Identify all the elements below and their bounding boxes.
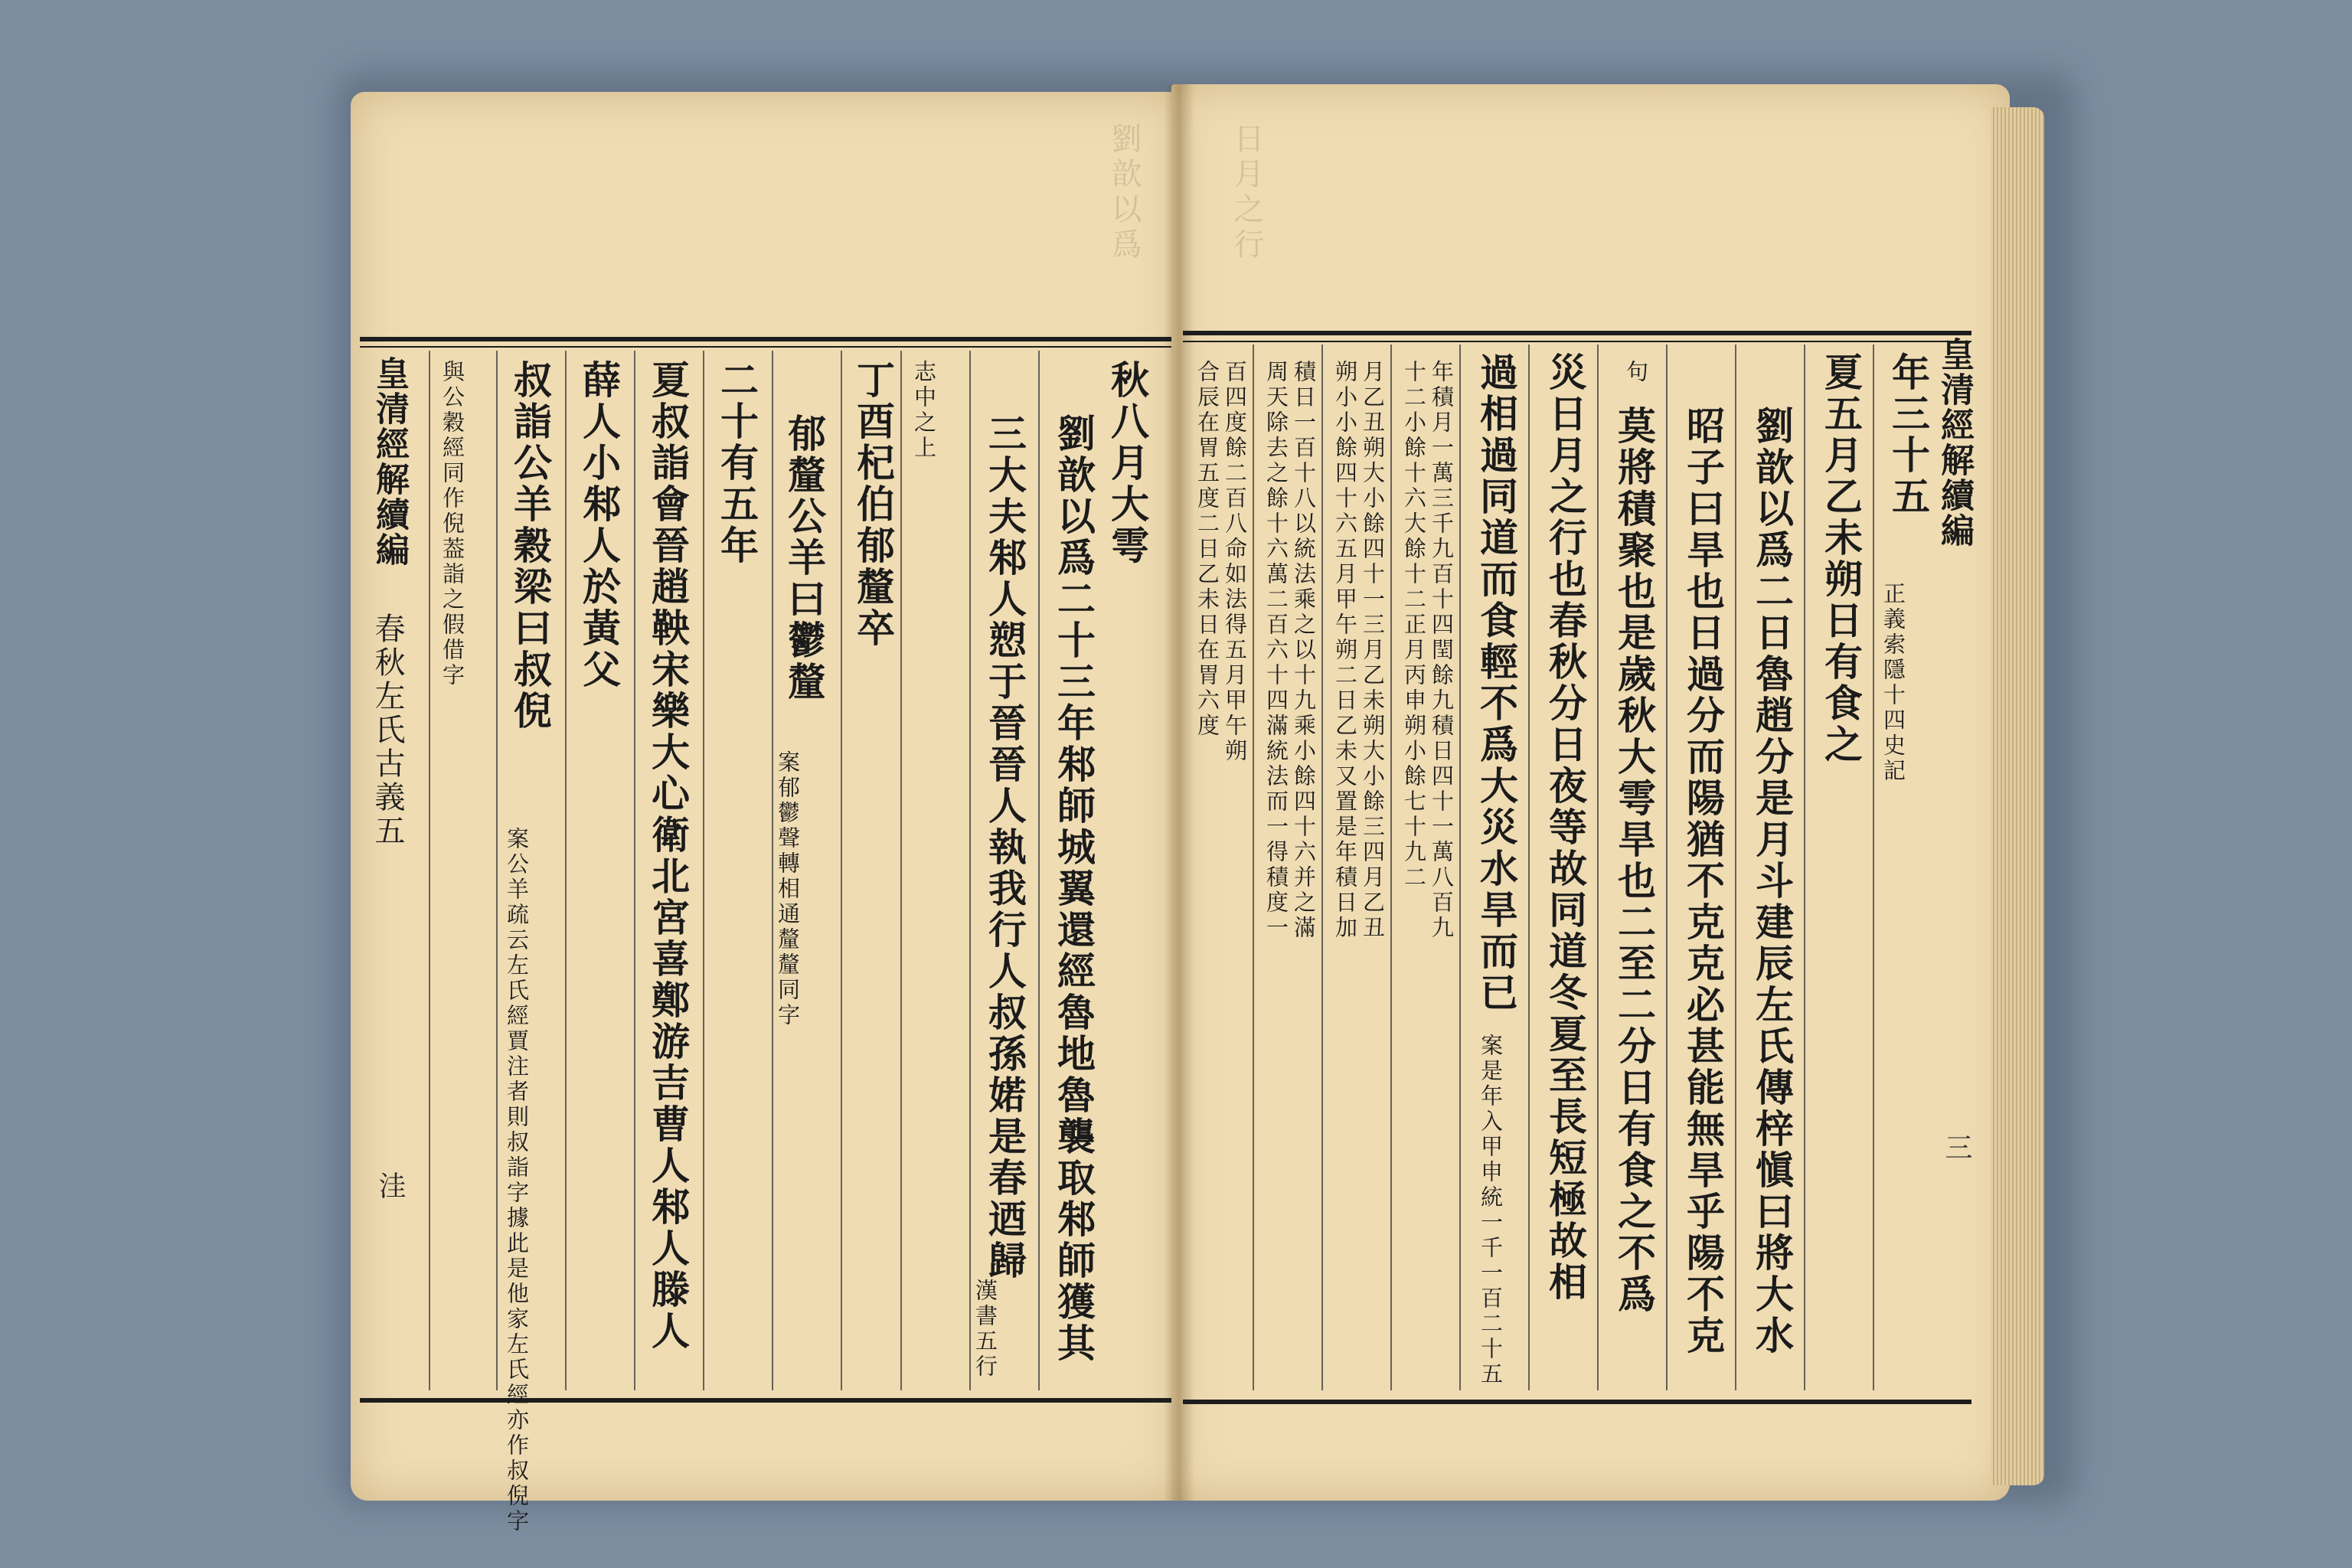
column-rule — [1459, 345, 1461, 1390]
bleed-through-text: 劉歆以爲 — [1106, 122, 1142, 263]
left-frame-inner-line — [360, 346, 1171, 348]
bleed-through-text: 日月之行 — [1229, 122, 1264, 263]
column-rule — [1038, 351, 1040, 1390]
column-rule — [634, 351, 635, 1390]
left-col-8: 夏叔詣會晉趙鞅宋樂大心衛北宮喜鄭游吉曹人邾人滕人 — [645, 360, 691, 1352]
right-col-9-note: 十二小餘十六大餘十二正月丙申朔小餘七十九二 — [1401, 360, 1427, 890]
left-col-11-note: 與公穀經同作倪葢詣之假借字 — [439, 360, 466, 688]
left-col-9: 薛人小邾人於黃父 — [577, 360, 622, 691]
right-col-6: 災日月之行也春秋分日夜等故同道冬夏至長短極故相 — [1543, 352, 1588, 1303]
column-rule — [1528, 345, 1530, 1390]
right-folio: 三 — [1941, 1133, 1972, 1161]
column-rule — [1666, 345, 1668, 1390]
left-page-frame — [360, 337, 1171, 1534]
left-col-6-note: 案郁鬱聲轉相通釐釐同字 — [775, 750, 801, 1028]
left-col-10-note: 案公羊疏云左氏經賈注者則叔詣字據此是他家左氏經亦作叔倪字 — [504, 827, 530, 1534]
right-col-1-note: 正義索隱十四史記 — [1880, 582, 1906, 784]
right-col-4: 昭子曰旱也日過分而陽猶不克克必甚能無旱乎陽不克 — [1681, 406, 1726, 1357]
right-col-2: 夏五月乙未朔日有食之 — [1818, 352, 1864, 766]
column-rule — [1321, 345, 1323, 1390]
left-section-label: 春秋左氏古義五 — [370, 612, 405, 848]
column-rule — [703, 351, 704, 1390]
left-col-7: 二十有五年 — [714, 360, 760, 567]
column-rule — [496, 351, 498, 1390]
column-rule — [1735, 345, 1736, 1390]
column-rule — [565, 351, 567, 1390]
right-col-14-note: 百四度餘二百八命如法得五月甲午朔 — [1222, 360, 1248, 764]
left-col-5: 丁酉杞伯郁釐卒 — [851, 360, 896, 649]
left-col-2: 劉歆以爲二十三年邾師城翼還經魯地魯襲取邾師獲其 — [1051, 413, 1096, 1364]
right-col-15-note: 合辰在胃五度二日乙未日在胃六度 — [1194, 360, 1220, 739]
column-rule — [772, 351, 773, 1390]
right-col-5: 莫將積聚也是歲秋大雩旱也二至二分日有食之不爲 — [1612, 406, 1657, 1315]
right-col-10-note: 月乙丑朔大小餘四十一三月乙未朔大小餘三四月乙丑 — [1360, 360, 1386, 941]
right-col-3: 劉歆以爲二日魯趙分是月斗建辰左氏傳梓愼曰將大水 — [1749, 406, 1795, 1357]
column-rule — [1804, 345, 1805, 1390]
column-rule — [969, 351, 971, 1390]
column-rule — [1390, 345, 1392, 1390]
left-col-10: 叔詣公羊穀梁曰叔倪 — [508, 360, 553, 732]
column-rule — [429, 351, 430, 1390]
right-margin-title: 皇清經解續編 — [1935, 337, 1974, 548]
page-edges — [1991, 107, 2044, 1485]
left-col-1: 秋八月大雩 — [1105, 360, 1150, 567]
column-rule — [1873, 345, 1874, 1390]
column-rule — [1253, 345, 1254, 1390]
left-folio: 洼 — [374, 1171, 406, 1199]
left-col-4-note: 志中之上 — [911, 360, 937, 461]
right-col-13-note: 周天除去之餘十六萬二百六十四滿統法而一得積度一 — [1263, 360, 1289, 941]
right-col-7-note: 案是年入甲申統一千一百二十五 — [1478, 1034, 1504, 1387]
right-col-1: 年三十五 — [1886, 352, 1931, 518]
right-col-8-note: 年積月一萬三千九百十四閏餘九積日四十一萬八百九 — [1429, 360, 1455, 941]
right-col-5-note: 句 — [1623, 360, 1649, 385]
left-col-6: 郁釐公羊曰鬱釐 — [782, 413, 827, 703]
right-col-11-note: 朔小小餘四十六五月甲午朔二日乙未又置是年積日加 — [1332, 360, 1358, 941]
left-col-3: 三大夫邾人愬于晉晉人執我行人叔孫婼是春迺歸 — [982, 413, 1027, 1282]
right-col-12-note: 積日一百十八以統法乘之以十九乘小餘四十六并之滿 — [1291, 360, 1317, 941]
left-col-3-note: 漢書五行 — [972, 1279, 998, 1380]
column-rule — [900, 351, 902, 1390]
column-rule — [841, 351, 842, 1390]
column-rule — [1597, 345, 1599, 1390]
right-frame-inner-line — [1183, 341, 1971, 342]
left-margin-title: 皇清經解續編 — [370, 356, 409, 567]
right-col-7: 過相過同道而食輕不爲大災水旱而已 — [1474, 352, 1519, 1014]
